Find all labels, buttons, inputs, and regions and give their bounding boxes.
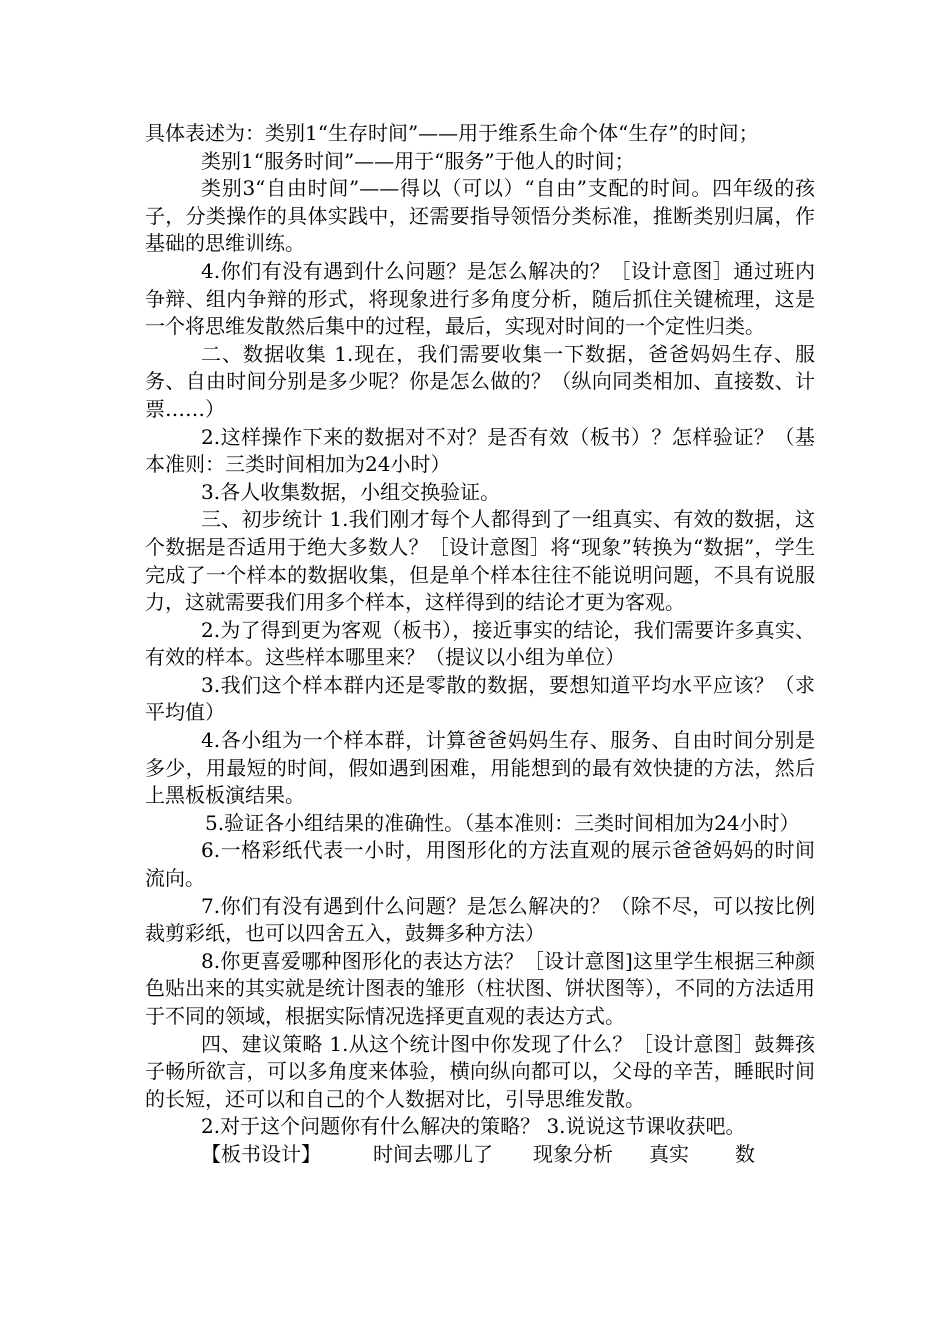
paragraph-sample-groups: 4.各小组为一个样本群，计算爸爸妈妈生存、服务、自由时间分别是多少，用最短的时间，假如遇到困难，用能想到的最有效快捷的方法，然后上黑板板演结果。 bbox=[145, 728, 815, 808]
paragraph-suggestions: 四、建议策略 1.从这个统计图中你发现了什么？［设计意图］鼓舞孩子畅所欲言，可以多角度来体验，横向纵向都可以，父母的辛苦，睡眠时间的长短，还可以和自己的个人数据对比，引导思维发散。 bbox=[145, 1031, 815, 1111]
board-design-title: 时间去哪儿了 bbox=[373, 1141, 493, 1166]
paragraph-objective-samples: 2.为了得到更为客观（板书），接近事实的结论，我们需要许多真实、有效的样本。这些样本哪里来？（提议以小组为单位） bbox=[145, 617, 815, 670]
paragraph-problems: 7.你们有没有遇到什么问题？是怎么解决的？（除不尽，可以按比例裁剪彩纸，也可以四舍五入，鼓舞多种方法） bbox=[145, 893, 815, 946]
paragraph-data-validity: 2.这样操作下来的数据对不对？是否有效（板书）？怎样验证？（基本准则：三类时间相加为24小时） bbox=[145, 424, 815, 477]
board-design-analysis: 现象分析 bbox=[533, 1141, 613, 1166]
paragraph-initial-statistics: 三、初步统计 1.我们刚才每个人都得到了一组真实、有效的数据，这个数据是否适用于绝大多数人？［设计意图］将“现象”转换为“数据”，学生完成了一个样本的数据收集，但是单个样本往往不能说明问题，不具有说服力，这就需要我们用多个样本，这样得到的结论才更为客观。 bbox=[145, 507, 815, 615]
document-body bbox=[145, 120, 815, 1169]
paragraph-average: 3.我们这个样本群内还是零散的数据，要想知道平均水平应该？（求平均值） bbox=[145, 672, 815, 725]
paragraph-step-4: 4.你们有没有遇到什么问题？是怎么解决的？［设计意图］通过班内争辩、组内争辩的形式，将现象进行多角度分析，随后抓住关键梳理，这是一个将思维发散然后集中的过程，最后，实现对时间的一个定性归类。 bbox=[145, 258, 815, 339]
board-design-line bbox=[145, 1141, 815, 1169]
paragraph-free-time: 类别3“自由时间”——得以（可以）“自由”支配的时间。四年级的孩子，分类操作的具体实践中，还需要指导领悟分类标准，推断类别归属，作基础的思维训练。 bbox=[145, 176, 815, 256]
board-design-label: 【板书设计】 bbox=[201, 1141, 321, 1166]
paragraph-exchange-verify: 3.各人收集数据，小组交换验证。 bbox=[201, 479, 501, 504]
board-design-real: 真实 bbox=[649, 1141, 689, 1166]
paragraph-strategy: 2.对于这个问题你有什么解决的策略？ 3.说说这节课收获吧。 bbox=[201, 1114, 746, 1139]
paragraph-service-time: 类别1“服务时间”——用于“服务”于他人的时间； bbox=[201, 148, 635, 173]
paragraph-verify-results: 5.验证各小组结果的准确性。（基本准则：三类时间相加为24小时） bbox=[205, 810, 800, 835]
paragraph-color-paper: 6.一格彩纸代表一小时，用图形化的方法直观的展示爸爸妈妈的时间流向。 bbox=[145, 838, 815, 891]
board-design-data: 数 bbox=[735, 1141, 755, 1166]
paragraph-data-collection: 二、数据收集 1.现在，我们需要收集一下数据，爸爸妈妈生存、服务、自由时间分别是多少呢？你是怎么做的？（纵向同类相加、直接数、计票……） bbox=[145, 341, 815, 421]
paragraph-categories-intro: 具体表述为：类别1“生存时间”——用于维系生命个体“生存”的时间； bbox=[145, 121, 759, 145]
paragraph-graphic-methods: 8.你更喜爱哪种图形化的表达方法？［设计意图]这里学生根据三种颜色贴出来的其实就是统计图表的雏形（柱状图、饼状图等），不同的方法适用于不同的领域，根据实际情况选择更直观的表达方式。 bbox=[145, 948, 815, 1028]
